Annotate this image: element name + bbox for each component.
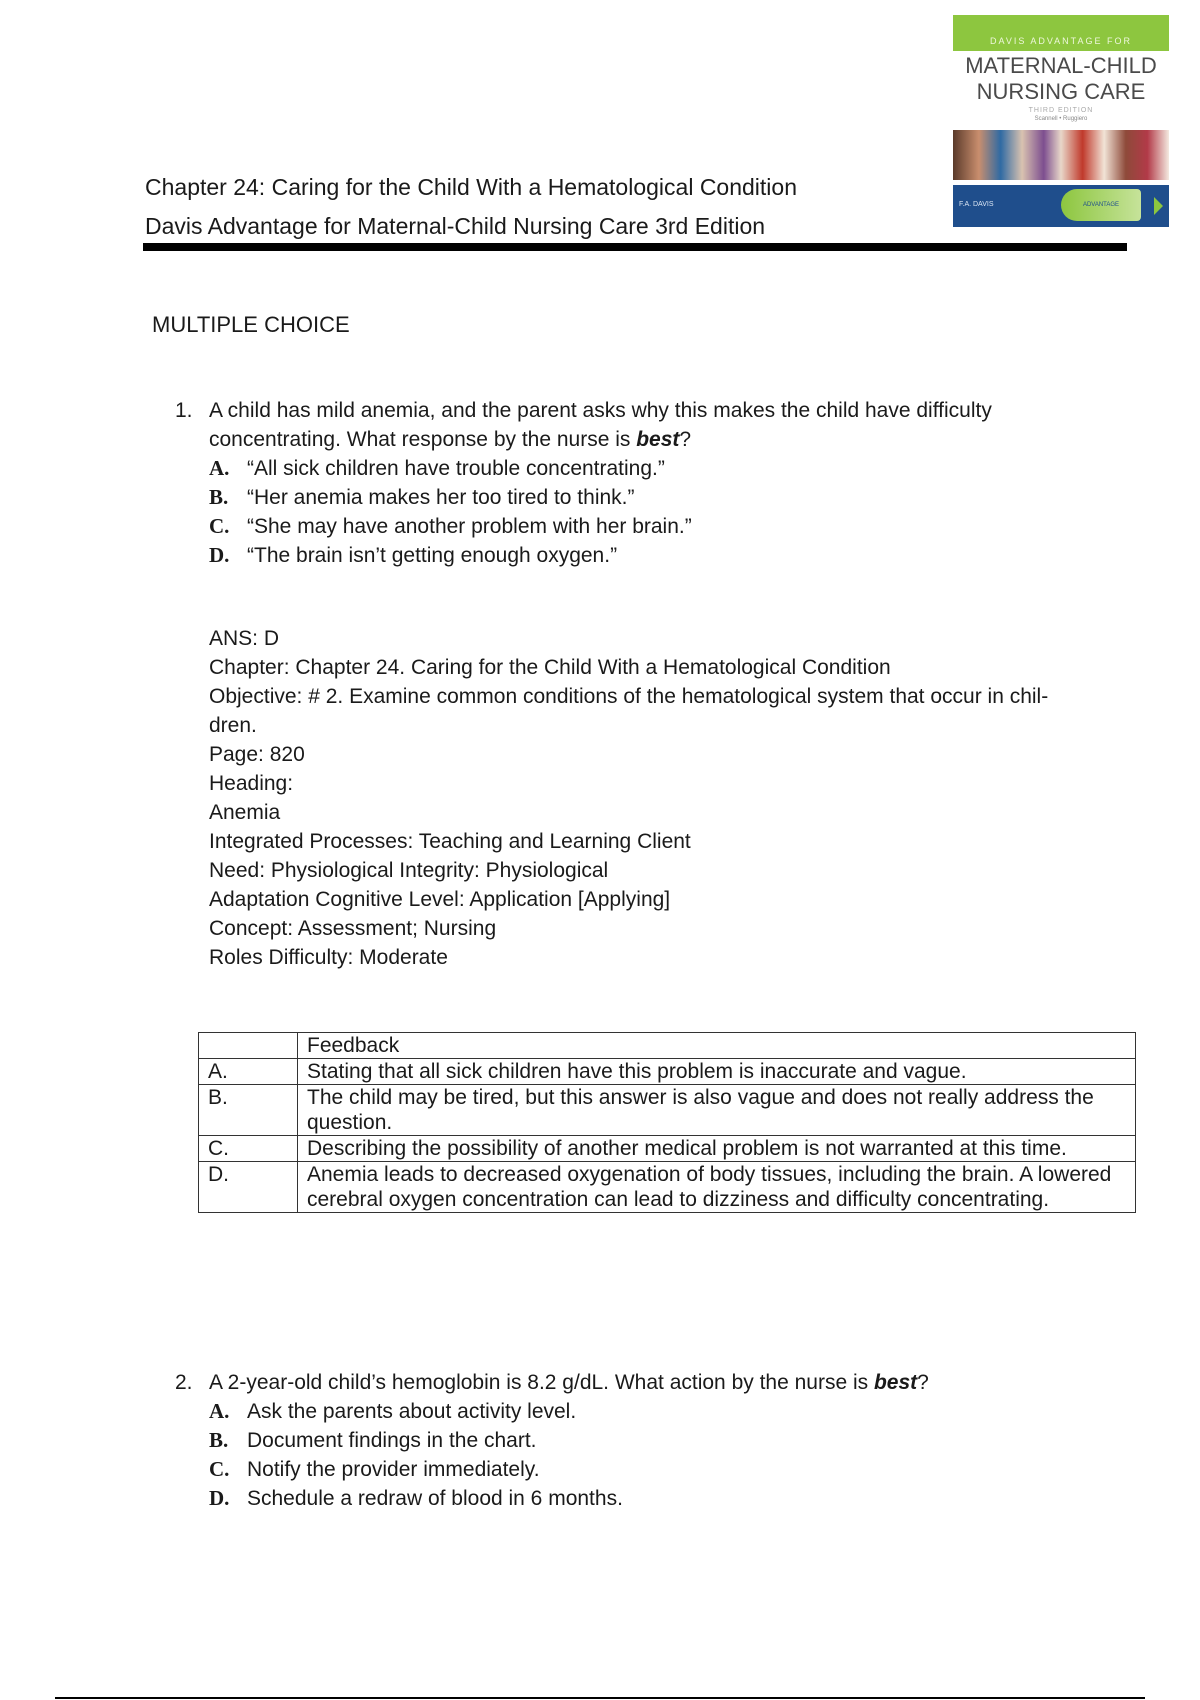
advantage-badge: ADVANTAGE <box>1061 189 1141 221</box>
answer-heading-value: Anemia <box>209 801 281 824</box>
section-title: MULTIPLE CHOICE <box>152 312 350 337</box>
question-1 <box>175 396 1029 570</box>
arrow-right-icon <box>1154 197 1163 215</box>
row-feedback: Anemia leads to decreased oxygenation of body tissues, including the brain. A lowered cerebral oxygen concentration can lead to dizziness and difficulty concentrating. <box>298 1162 1136 1213</box>
answer-need: Need: Physiological Integrity: Physiological <box>209 859 609 882</box>
option-text: “All sick children have trouble concentrating.” <box>247 457 665 480</box>
publisher-logo: F.A. DAVIS <box>959 201 994 208</box>
answer-metadata <box>209 624 1089 972</box>
answer-page: Page: 820 <box>209 743 305 766</box>
question-stem: A child has mild anemia, and the parent asks why this makes the child have difficulty concentrating. What response by the nurse is best? <box>209 399 992 451</box>
option-c[interactable]: C. “She may have another problem with her brain.” <box>209 512 1029 541</box>
cover-authors: Scannell • Ruggiero <box>1034 116 1088 122</box>
option-text: “Her anemia makes her too tired to think.” <box>247 486 635 509</box>
book-cover <box>953 15 1169 227</box>
answer-difficulty: Roles Difficulty: Moderate <box>209 946 448 969</box>
table-header-feedback: Feedback <box>298 1033 1136 1059</box>
cover-photo <box>953 130 1169 180</box>
question-number: 1. <box>175 399 193 422</box>
row-feedback: The child may be tired, but this answer is also vague and does not really address the question. <box>298 1085 1136 1136</box>
row-letter: B. <box>199 1085 298 1136</box>
row-feedback: Stating that all sick children have this problem is inaccurate and vague. <box>298 1059 1136 1085</box>
option-text: “The brain isn’t getting enough oxygen.” <box>247 544 618 567</box>
footer-rule <box>55 1697 1145 1699</box>
answer-concept: Concept: Assessment; Nursing <box>209 917 497 940</box>
question-number: 2. <box>175 1371 193 1394</box>
question-2 <box>175 1368 1029 1513</box>
option-text: Document findings in the chart. <box>247 1429 537 1452</box>
answer-chapter: Chapter: Chapter 24. Caring for the Child With a Hematological Condition <box>209 656 891 679</box>
row-letter: D. <box>199 1162 298 1213</box>
row-letter: A. <box>199 1059 298 1085</box>
table-row <box>199 1085 1136 1136</box>
option-b[interactable]: B. Document findings in the chart. <box>209 1426 1029 1455</box>
cover-edition: THIRD EDITION <box>1028 107 1094 114</box>
cover-bottom-band <box>953 185 1169 227</box>
option-text: Schedule a redraw of blood in 6 months. <box>247 1487 623 1510</box>
cover-title-line2: NURSING CARE <box>976 79 1146 104</box>
option-a[interactable]: A. Ask the parents about activity level. <box>209 1397 1029 1426</box>
option-text: “She may have another problem with her brain.” <box>247 515 692 538</box>
row-letter: C. <box>199 1136 298 1162</box>
option-d[interactable]: D. “The brain isn’t getting enough oxygen.” <box>209 541 1029 570</box>
table-row <box>199 1059 1136 1085</box>
option-b[interactable]: B. “Her anemia makes her too tired to think.” <box>209 483 1029 512</box>
table-header-row <box>199 1033 1136 1059</box>
cover-band: DAVIS ADVANTAGE FOR <box>953 15 1169 51</box>
option-a[interactable]: A. “All sick children have trouble concentrating.” <box>209 454 1029 483</box>
answer-processes: Integrated Processes: Teaching and Learning Client <box>209 830 691 853</box>
book-title: Davis Advantage for Maternal-Child Nursing Care 3rd Edition <box>145 213 766 239</box>
chapter-title: Chapter 24: Caring for the Child With a Hematological Condition <box>145 174 797 200</box>
option-text: Ask the parents about activity level. <box>247 1400 577 1423</box>
table-row <box>199 1136 1136 1162</box>
answer-heading-label: Heading: <box>209 772 294 795</box>
answer-objective: Objective: # 2. Examine common conditions of the hematological system that occur in chil- dren. <box>209 685 1055 737</box>
option-d[interactable]: D. Schedule a redraw of blood in 6 months. <box>209 1484 1029 1513</box>
table-row <box>199 1162 1136 1213</box>
cover-title-line1: MATERNAL-CHILD <box>965 53 1157 78</box>
feedback-table <box>198 1032 1136 1213</box>
row-feedback: Describing the possibility of another medical problem is not warranted at this time. <box>298 1136 1136 1162</box>
header-rule <box>143 243 1127 251</box>
option-text: Notify the provider immediately. <box>247 1458 540 1481</box>
answer-level: Adaptation Cognitive Level: Application [Applying] <box>209 888 671 911</box>
table-header-blank <box>199 1033 298 1059</box>
question-stem: A 2-year-old child’s hemoglobin is 8.2 g/dL. What action by the nurse is best? <box>209 1371 929 1394</box>
answer-key: ANS: D <box>209 627 280 650</box>
option-c[interactable]: C. Notify the provider immediately. <box>209 1455 1029 1484</box>
